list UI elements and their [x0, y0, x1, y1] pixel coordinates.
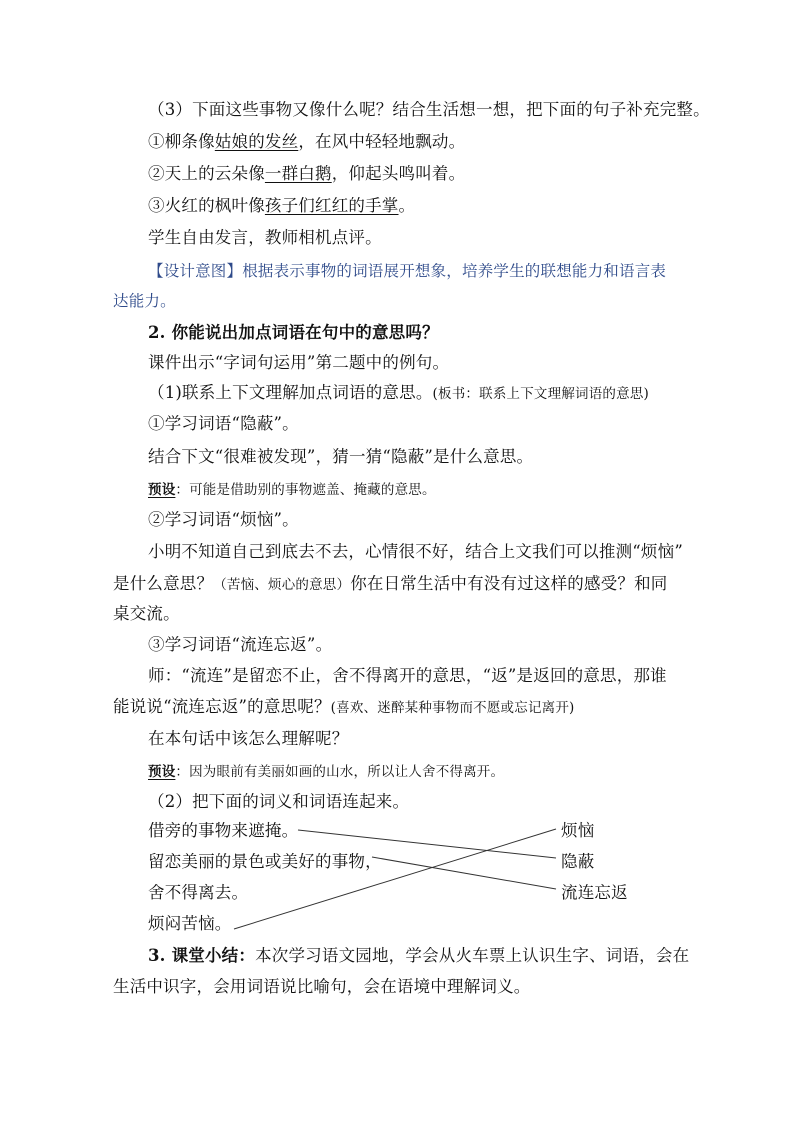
fannao-paragraph-end: 桌交流。 [113, 604, 180, 623]
answer-note: (喜欢、迷醉某种事物而不愿或忘记离开) [330, 700, 575, 716]
word-fannao: 烦恼 [561, 821, 595, 840]
summary-label: 3. 课堂小结： [148, 946, 256, 965]
meaning-1: 借旁的事物来遮掩。 [148, 821, 299, 840]
meaning-2: 留恋美丽的景色或美好的事物， [148, 852, 382, 871]
summary-cont: 生活中识字，会用词语说比喻句，会在语境中理解词义。 [113, 977, 531, 996]
design-intent: 【设计意图】根据表示事物的词语展开想象，培养学生的联想能力和语言表 [148, 262, 667, 280]
example-maple: ③火红的枫叶像孩子们红红的手掌。 [148, 196, 416, 215]
learn-yinbi: ①学习词语“隐蔽”。 [148, 414, 299, 433]
fannao-paragraph-cont: 是什么意思？（苦恼、烦心的意思）你在日常生活中有没有过这样的感受？和同 [113, 574, 668, 593]
yinbi-guess: 结合下文“很难被发现”，猜一猜“隐蔽”是什么意思。 [148, 447, 534, 466]
learn-liulian: ③学习词语“流连忘返”。 [148, 635, 333, 654]
preset-label: 预设 [148, 764, 176, 780]
context-understanding: （1)联系上下文理解加点词语的意思。(板书：联系上下文理解词语的意思) [148, 383, 649, 402]
question-3-prompt: （3）下面这些事物又像什么呢？结合生活想一想，把下面的句子补充完整。 [148, 100, 710, 119]
example-clouds: ②天上的云朵像一群白鹅，仰起头鸣叫着。 [148, 164, 466, 183]
answer-underlined: 一群白鹅 [264, 164, 332, 183]
connection-line [234, 829, 556, 929]
word-liulianwangfan: 流连忘返 [561, 883, 628, 902]
learn-fannao: ②学习词语“烦恼”。 [148, 510, 299, 529]
answer-note: （苦恼、烦心的意思） [213, 577, 351, 593]
student-speech: 学生自由发言，教师相机点评。 [148, 228, 382, 247]
summary: 3. 课堂小结：本次学习语文园地，学会从火车票上认识生字、词语，会在 [148, 946, 690, 965]
word-yinbi: 隐蔽 [561, 852, 595, 871]
connection-line [372, 857, 556, 889]
matching-prompt: （2）把下面的词义和词语连起来。 [148, 792, 410, 811]
meaning-3: 舍不得离去。 [148, 883, 249, 902]
fannao-paragraph: 小明不知道自己到底去不去，心情很不好，结合上文我们可以推测“烦恼” [148, 542, 683, 561]
design-intent-cont: 达能力。 [113, 292, 176, 310]
courseware-note: 课件出示“字词句运用”第二题中的例句。 [148, 353, 450, 372]
board-note: (板书：联系上下文理解词语的意思) [432, 386, 649, 402]
preset-2: 预设：因为眼前有美丽如画的山水，所以让人舍不得离开。 [148, 764, 505, 780]
sentence-understanding: 在本句话中该怎么理解呢？ [148, 729, 349, 748]
preset-label: 预设 [148, 482, 176, 498]
preset-1: 预设：可能是借助别的事物遮盖、掩藏的意思。 [148, 482, 436, 498]
answer-underlined: 孩子们红红的手掌 [264, 196, 399, 215]
section-2-heading: 2. 你能说出加点词语在句中的意思吗？ [148, 323, 439, 342]
teacher-explain-cont: 能说说“流连忘返”的意思呢？(喜欢、迷醉某种事物而不愿或忘记离开) [113, 697, 575, 716]
teacher-explain: 师：“流连”是留恋不止，舍不得离开的意思，“返”是返回的意思，那谁 [148, 666, 667, 685]
answer-underlined: 姑娘的发丝 [214, 132, 299, 151]
meaning-4: 烦闷苦恼。 [148, 914, 232, 933]
example-willow: ①柳条像姑娘的发丝，在风中轻轻地飘动。 [148, 132, 466, 151]
connection-line [298, 830, 556, 858]
